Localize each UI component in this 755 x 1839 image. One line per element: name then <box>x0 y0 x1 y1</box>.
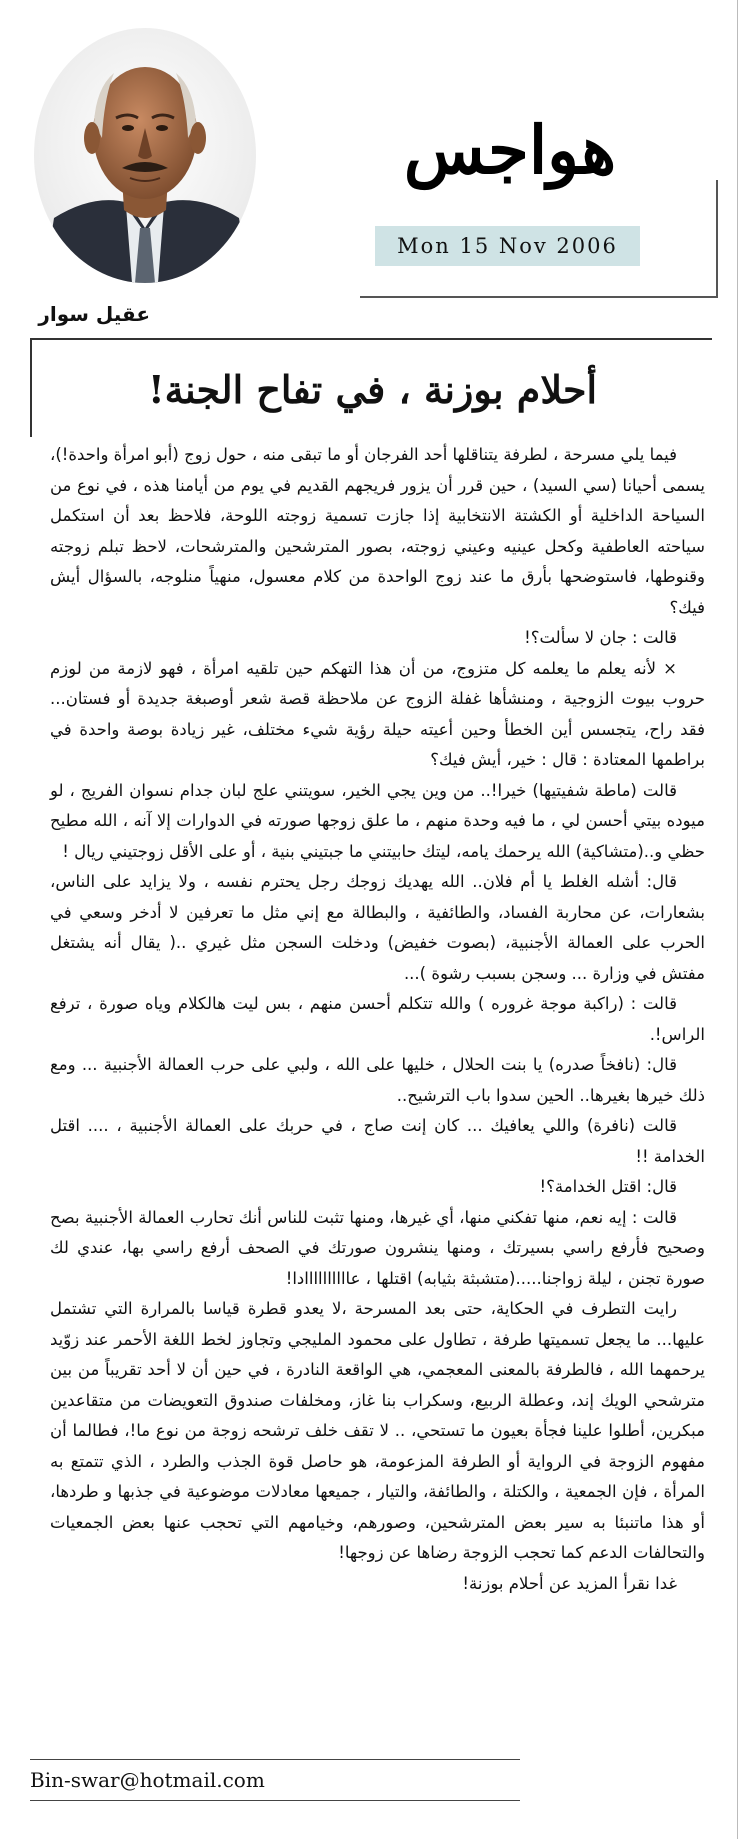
paragraph: قالت (ماطة شفيتيها) خيرا!.. من وين يجي الخير، سويتني علج لبان جدام نسوان الفريج ، لو ميوده بيتي أحسن لي ، ما فيه وحدة منهم ، ما علق زوجها صورته في الدوارات إلا آنه ، الله مطيح حظي و..(متشاكية) الله يرحمك يامه، ليتك حابيتني ما جبتيني بنية ، أو على الأقل زوجتيني ريال ! <box>50 780 705 861</box>
column-name: هواجس <box>403 111 617 189</box>
paragraph: قالت : إيه نعم، منها تفكني منها، أي غيرها، ومنها تثبت للناس أنك تحارب العمالة الأجنبية بصح وصحيح فأرفع راسي بسيرتك ، ومنها ينشرون صورتك في الصحف أرفع راسي بها، عندي لك صورة تجنن ، ليلة زواجنا.....(متشبثة بثيابه) اقتلها ، عاااااااااادا! <box>50 1207 705 1288</box>
divider-left <box>30 338 32 437</box>
paragraph: رايت التطرف في الحكاية، حتى بعد المسرحة ،لا يعدو قطرة قياسا بالمرارة التي تشتمل عليها... ما يجعل تسميتها طرفة ، تطاول على محمود المليجي وتجاوز لخط اللغة الأحمر عند زوّيد يرحمهما الله ، فالطرفة بالمعنى المعجمي، هي الواقعة النادرة ، في حين أن لا أحد تقريباً من بين مترشحي الويك إند، وعطلة الربيع، وسكراب بنا غاز، ومخلفات صندوق التعويضات من متقاعدين مبكرين، أطلوا علينا فجأة بعيون ما تستحي، .. لا تقف خلف ترشحه زوجة من نوع ما!، فطالما أن مفهوم الزوجة في الرواية أو الطرفة المزعومة، هو حاصل قوة الجذب والطرد ، الذي تتمتع به المرأة ، فإن الجمعية ، والكتلة ، والطائفة، والتيار ، جميعها معادلات موضوعية في جذبها و طردها، أو هذا ماتنبئا به سير بعض المترشحين، وصورهم، وخيامهم التي تحجب عنها بعض الجمعيات والتحالفات الدعم كما تحجب الزوجة رضاها عن زوجها! <box>50 1299 705 1562</box>
footer-divider-bottom <box>30 1800 520 1801</box>
portrait-image <box>34 28 256 283</box>
paragraph: قال: أشله الغلط يا أم فلان.. الله يهديك زوجك رجل يحترم نفسه ، ولا يزايد على الناس، بشعارات، عن محاربة الفساد، والطائفية ، والبطالة مع إني مثل ما تعرفين لا أدخر وسعي في الحرب على العمالة الأجنبية، (بصوت خفيض) ودخلت السجن مثل غيري ..( يقال أنه يشتغل مفتش في وزارة ... وسجن بسبب رشوة )... <box>50 872 705 983</box>
paragraph: قالت (نافرة) واللي يعافيك ... كان إنت صاج ، في حربك على العمالة الأجنبية ، .... اقتل الخدامة !! <box>50 1116 705 1166</box>
paragraph: قال: (نافخاً صدره) يا بنت الحلال ، خليها على الله ، ولبي على حرب العمالة الأجنبية ... ومع ذلك خيرها بغيرها.. الحين سدوا باب الترشيح.. <box>50 1055 705 1105</box>
article-body <box>50 440 705 1599</box>
author-email: Bin-swar@hotmail.com <box>30 1768 265 1792</box>
paragraph: قال: اقتل الخدامة؟! <box>539 1177 677 1196</box>
divider-top <box>30 338 712 340</box>
paragraph: غدا نقرأ المزيد عن أحلام بوزنة! <box>462 1573 677 1593</box>
paragraph: قالت : جان لا سألت؟! <box>524 628 677 647</box>
publish-date: Mon 15 Nov 2006 <box>375 226 640 266</box>
author-name: عقيل سوار <box>38 302 150 326</box>
paragraph: قالت : (راكبة موجة غروره ) والله تتكلم أحسن منهم ، بس ليت هالكلام وياه صورة ، ترفع الراس!. <box>50 994 705 1044</box>
paragraph: فيما يلي مسرحة ، لطرفة يتناقلها أحد الفرجان أو ما تبقى منه ، حول زوج (أبو امرأة واحدة!)، يسمى أحيانا (سي السيد) ، حين قرر أن يزور فريجهم القديم في يوم من أيامنا هذه ، في نوع من السياحة الداخلية أو الكشتة الانتخابية إذا جازت تسمية زوجته اللوحة، فلاحظ بعد أن استكمل سياحته العاطفية وكحل عينيه وعيني زوجته، بصور المترشحين والمترشحات، لاحظ تبلم زوجته وقنوطها، فاستوضحها بأرق ما عند زوج الواحدة من كلام معسول، منهياً منلوجه، بالسؤال أيش فيك؟ <box>50 445 705 617</box>
footer-divider-top <box>30 1759 520 1760</box>
author-portrait <box>34 28 256 283</box>
page-edge <box>737 0 738 1839</box>
paragraph: × لأنه يعلم ما يعلمه كل متزوج، من أن هذا التهكم حين تلقيه امرأة ، فهو لازمة من لوزم حروب بيوت الزوجية ، ومنشأها غفلة الزوج عن ملاحظة قصة شعر أوصبغة جديدة أو فستان... فقد راح، يتجسس أين الخطأ وحين أعيته حيلة رؤية شيء مختلف، غير زيادة بوصة واحدة في براطمها المعتادة : قال : خير، أيش فيك؟ <box>50 658 705 769</box>
article-title: أحلام بوزنة ، في تفاح الجنة! <box>147 367 598 412</box>
